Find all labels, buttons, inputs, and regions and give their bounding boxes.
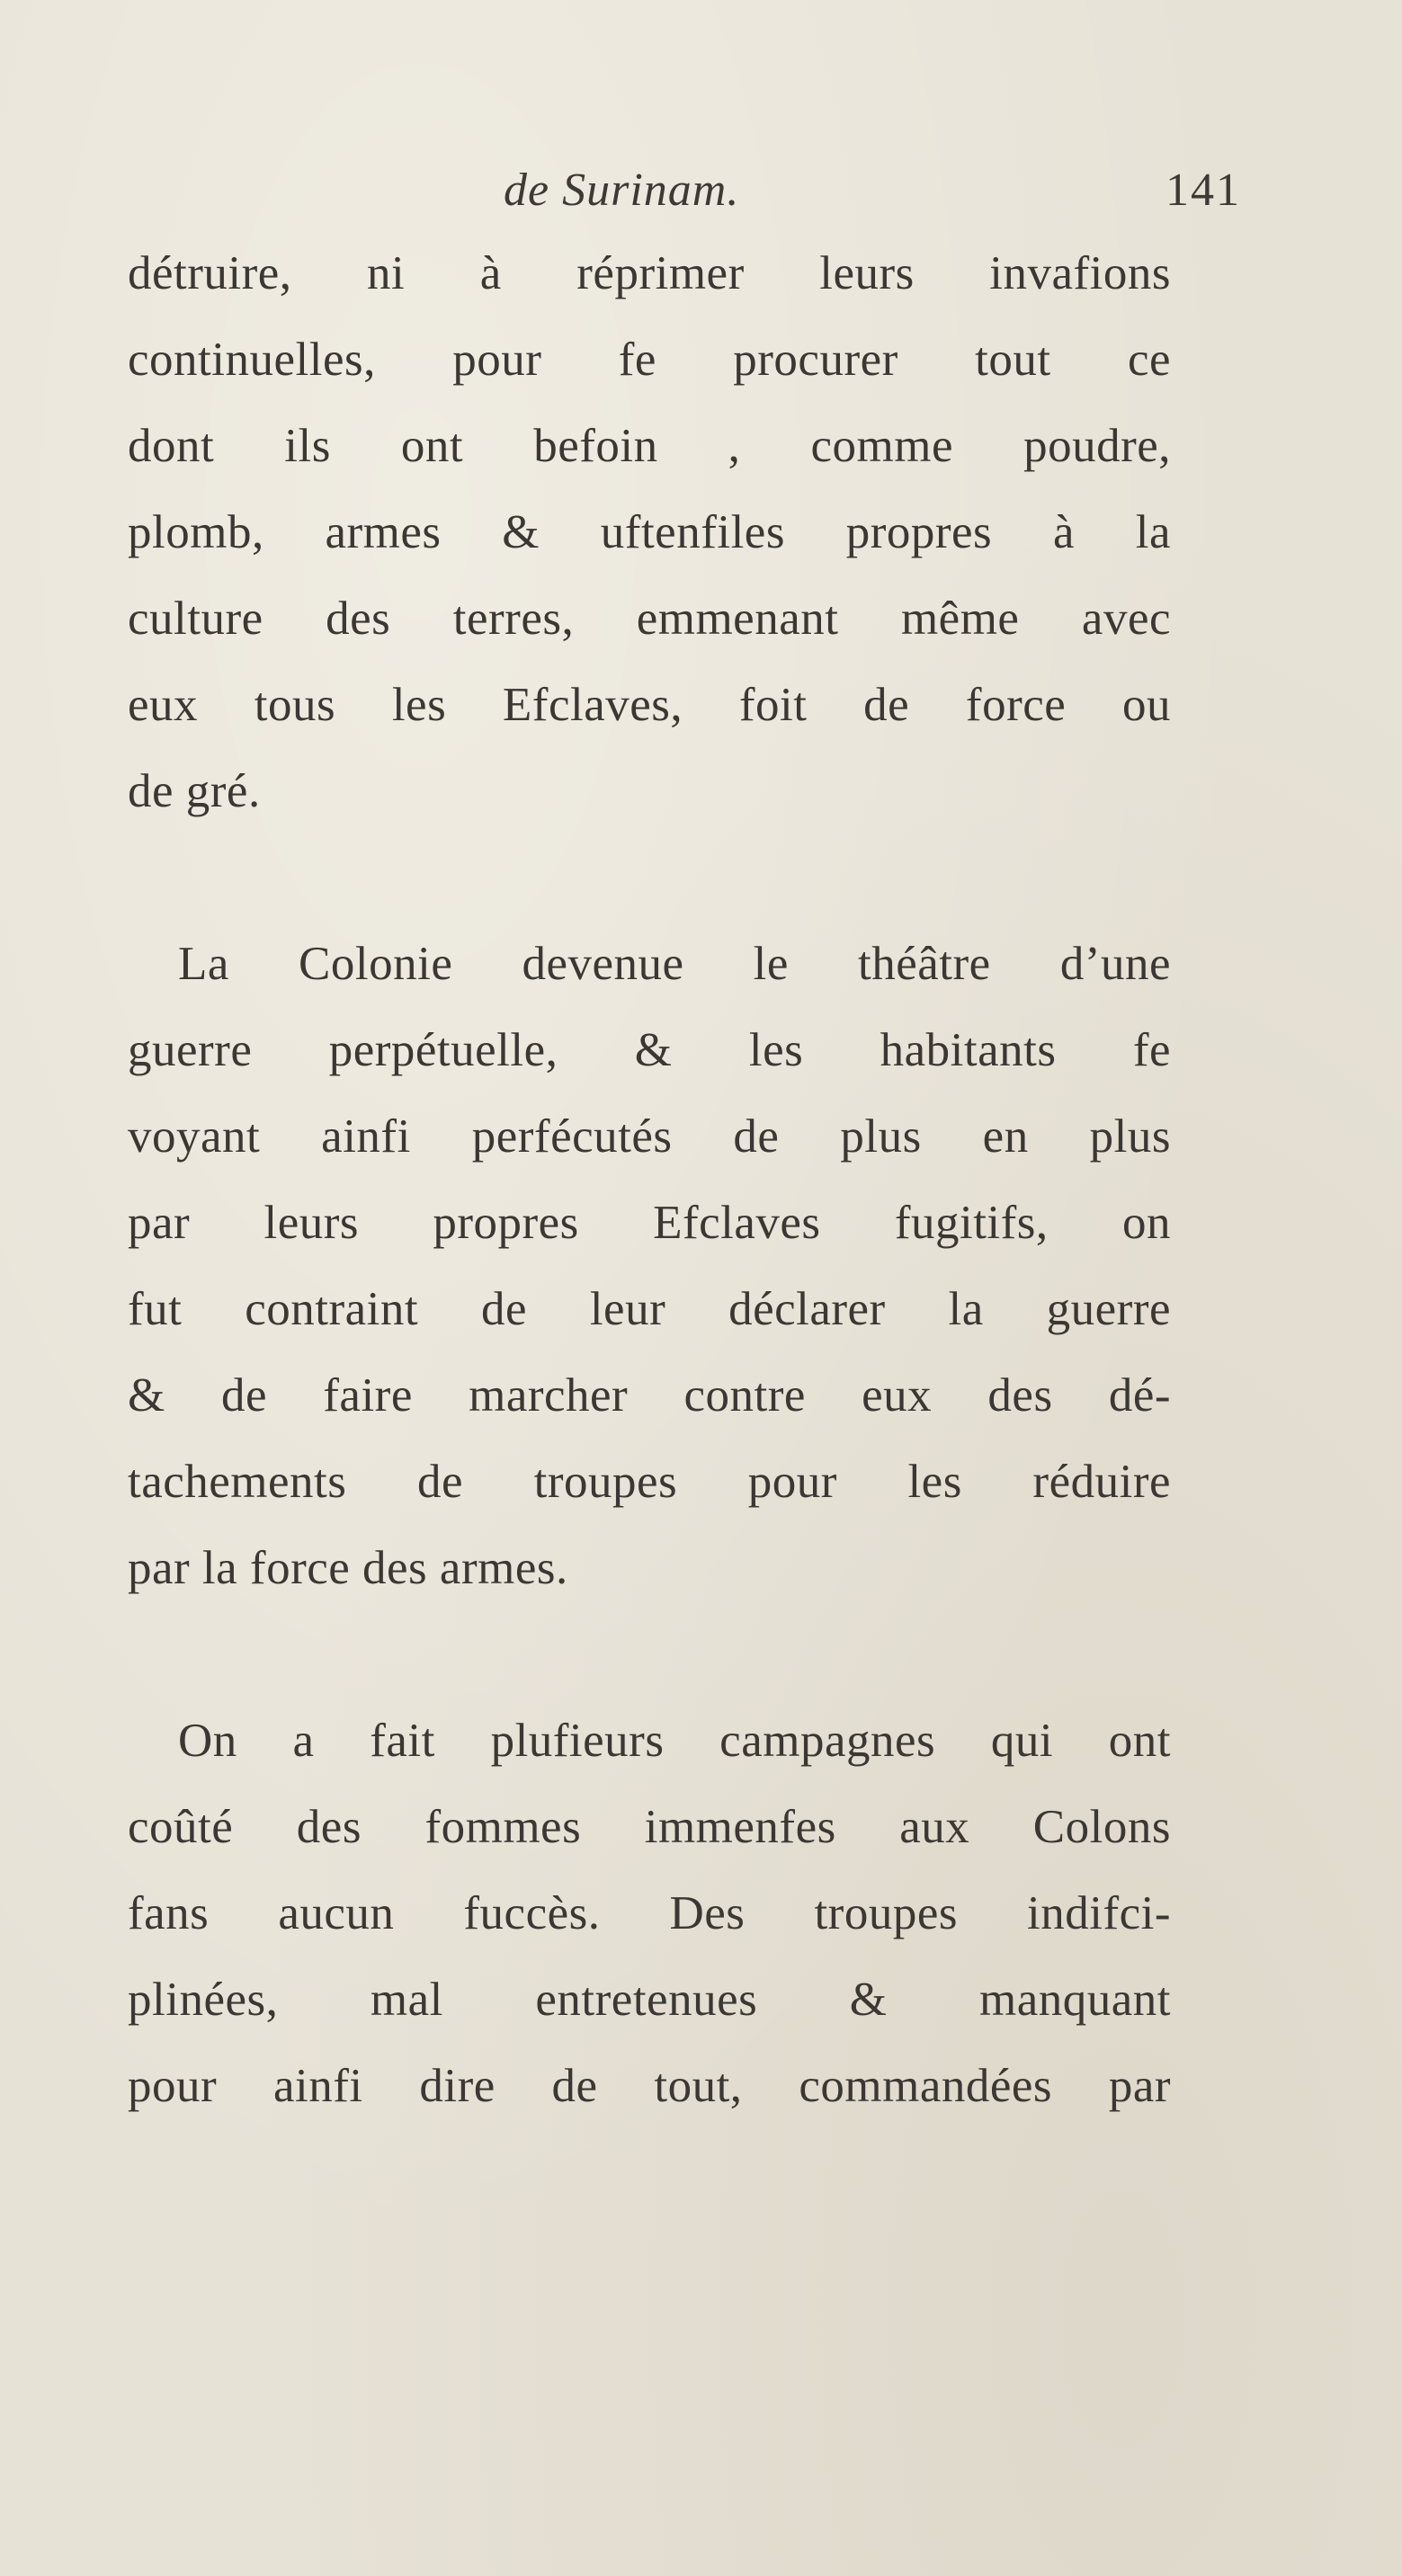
text-line: par leurs propres Efclaves fugitifs, on [128,1197,1171,1249]
text-line: tachements de troupes pour les réduire [128,1456,1171,1508]
page-number: 141 [1165,165,1241,216]
text-line: plinées, mal entretenues & manquant [128,1974,1171,2026]
paragraph-1 [128,230,1171,834]
text-line: & de faire marcher contre eux des dé- [128,1369,1171,1422]
text-line: de gré. [128,765,261,817]
text-line: guerre perpétuelle, & les habitants fe [128,1024,1171,1076]
text-line: coûté des fommes immenfes aux Colons [128,1801,1171,1853]
text-line: eux tous les Efclaves, foit de force ou [128,679,1171,731]
running-head [126,164,1268,227]
text-line: par la force des armes. [128,1542,568,1594]
text-line: détruire, ni à réprimer leurs invafions [128,247,1171,299]
text-line: La Colonie devenue le théâtre d’une [178,938,1171,990]
paragraph-3 [128,1698,1171,2129]
text-line: culture des terres, emmenant même avec [128,593,1171,645]
text-line: fut contraint de leur déclarer la guerre [128,1283,1171,1335]
running-title: de Surinam. [504,165,740,216]
text-line: dont ils ont befoin , comme poudre, [128,420,1171,472]
text-line: On a fait plufieurs campagnes qui ont [178,1715,1171,1767]
text-line: continuelles, pour fe procurer tout ce [128,334,1171,386]
text-line: plomb, armes & uftenfiles propres à la [128,506,1171,558]
text-line: fans aucun fuccès. Des troupes indifci- [128,1887,1171,1939]
text-line: voyant ainfi perfécutés de plus en plus [128,1110,1171,1163]
body-text [128,230,1171,2215]
paragraph-2 [128,921,1171,1611]
text-line: pour ainfi dire de tout, commandées par [128,2060,1171,2112]
